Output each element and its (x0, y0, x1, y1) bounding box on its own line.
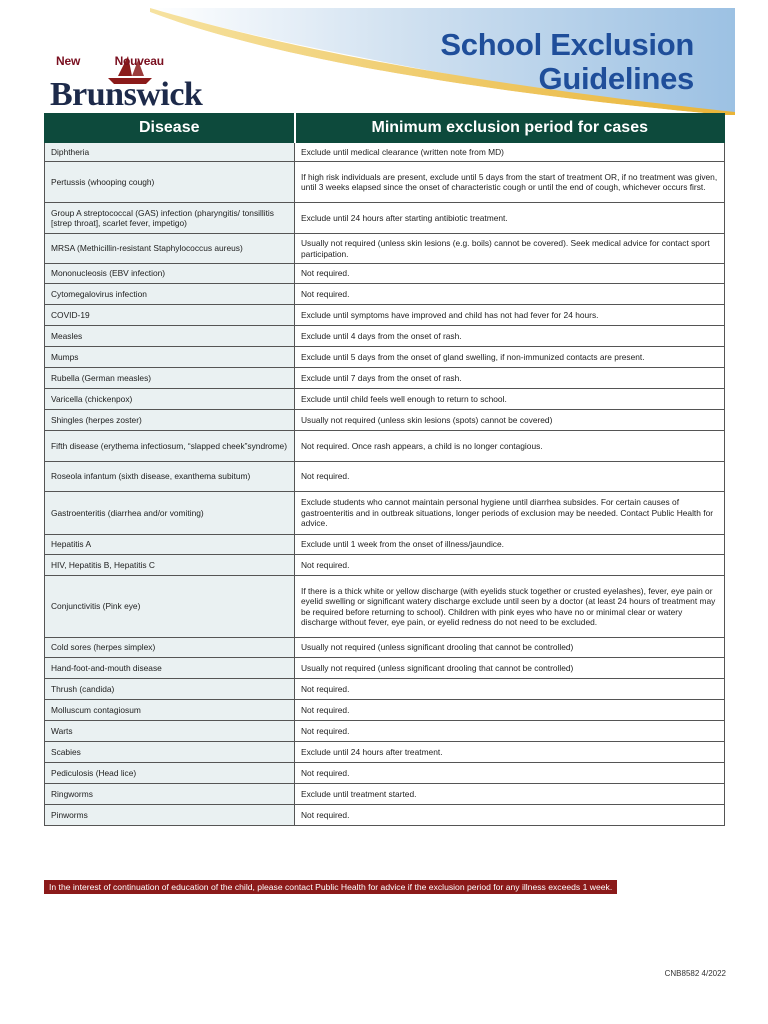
disease-cell: Hepatitis A (45, 535, 295, 555)
table-row (45, 805, 725, 826)
table-row (45, 389, 725, 410)
exclusion-period-cell: Usually not required (unless skin lesions (e.g. boils) cannot be covered). Seek medical advice for contact sport participation. (295, 234, 725, 264)
disease-cell: Conjunctivitis (Pink eye) (45, 576, 295, 638)
exclusion-period-cell: Exclude until 24 hours after treatment. (295, 742, 725, 763)
disease-cell: MRSA (Methicillin-resistant Staphylococcus aureus) (45, 234, 295, 264)
exclusion-period-cell: Not required. (295, 721, 725, 742)
exclusion-period-cell: Exclude until medical clearance (written note from MD) (295, 143, 725, 162)
disease-cell: Fifth disease (erythema infectiosum, “slapped cheek”syndrome) (45, 431, 295, 462)
logo-subtitle (56, 54, 164, 68)
exclusion-period-cell: Not required. (295, 462, 725, 492)
table-row (45, 462, 725, 492)
disease-cell: Mumps (45, 347, 295, 368)
disease-cell: Diphtheria (45, 143, 295, 162)
page-title (440, 28, 694, 96)
logo-wordmark: Brunswick (50, 76, 203, 113)
exclusion-period-cell: Not required. Once rash appears, a child is no longer contagious. (295, 431, 725, 462)
title-line-2: Guidelines (538, 61, 694, 96)
table-row (45, 410, 725, 431)
exclusion-period-cell: If there is a thick white or yellow discharge (with eyelids stuck together or crusted eyelashes), fever, eye pain or eyelid swelling or significant watery discharge exclude until seen by a doctor (at least 24 hours of treatment may be required before returning to school). Children with pink eyes who have no or minimal clear or watery discharge without fever, eye pain, or eyelid redness do not need to be excluded. (295, 576, 725, 638)
exclusion-period-cell: Exclude until treatment started. (295, 784, 725, 805)
disease-cell: Group A streptococcal (GAS) infection (pharyngitis/ tonsillitis [strep throat], scarlet fever, impetigo) (45, 203, 295, 234)
table-row (45, 576, 725, 638)
exclusion-period-cell: Exclude until child feels well enough to return to school. (295, 389, 725, 410)
column-header-disease: Disease (45, 114, 295, 143)
table-header-row (45, 114, 725, 143)
exclusion-period-cell: Not required. (295, 284, 725, 305)
table-row (45, 742, 725, 763)
disease-cell: Mononucleosis (EBV infection) (45, 264, 295, 284)
document-code: CNB8582 4/2022 (664, 969, 726, 978)
exclusion-period-cell: Not required. (295, 700, 725, 721)
disease-cell: Molluscum contagiosum (45, 700, 295, 721)
table-row (45, 638, 725, 658)
table-row (45, 763, 725, 784)
table-row (45, 203, 725, 234)
exclusion-period-cell: Usually not required (unless skin lesions (spots) cannot be covered) (295, 410, 725, 431)
table-row (45, 555, 725, 576)
table-row (45, 143, 725, 162)
exclusion-period-cell: Exclude until 24 hours after starting antibiotic treatment. (295, 203, 725, 234)
exclusion-period-cell: Not required. (295, 763, 725, 784)
exclusion-period-cell: Usually not required (unless significant drooling that cannot be controlled) (295, 658, 725, 679)
table-row (45, 284, 725, 305)
table-row (45, 784, 725, 805)
disease-cell: Rubella (German measles) (45, 368, 295, 389)
exclusion-period-cell: Exclude students who cannot maintain personal hygiene until diarrhea subsides. For certain causes of gastroenteritis and in outbreak situations, longer periods of exclusion may be needed. Contact Public Health for advice. (295, 492, 725, 535)
disease-cell: Varicella (chickenpox) (45, 389, 295, 410)
exclusion-table (44, 113, 725, 826)
logo-new-text: New (56, 54, 81, 68)
disease-cell: Warts (45, 721, 295, 742)
disease-cell: Ringworms (45, 784, 295, 805)
exclusion-period-cell: Not required. (295, 679, 725, 700)
disease-cell: COVID-19 (45, 305, 295, 326)
disease-cell: Roseola infantum (sixth disease, exanthema subitum) (45, 462, 295, 492)
table-row (45, 658, 725, 679)
table-row (45, 721, 725, 742)
exclusion-period-cell: Not required. (295, 805, 725, 826)
disease-cell: Pertussis (whooping cough) (45, 162, 295, 203)
disease-cell: Cytomegalovirus infection (45, 284, 295, 305)
table-row (45, 305, 725, 326)
disease-cell: Scabies (45, 742, 295, 763)
title-line-1: School Exclusion (440, 27, 694, 62)
disease-cell: Thrush (candida) (45, 679, 295, 700)
table-row (45, 700, 725, 721)
disease-cell: Hand-foot-and-mouth disease (45, 658, 295, 679)
exclusion-period-cell: Not required. (295, 264, 725, 284)
exclusion-period-cell: Exclude until 5 days from the onset of gland swelling, if non-immunized contacts are present. (295, 347, 725, 368)
disease-cell: Pinworms (45, 805, 295, 826)
public-health-notice: In the interest of continuation of education of the child, please contact Public Health for advice if the exclusion period for any illness exceeds 1 week. (44, 880, 617, 894)
table-row (45, 162, 725, 203)
table-row (45, 679, 725, 700)
disease-cell: Shingles (herpes zoster) (45, 410, 295, 431)
exclusion-period-cell: Exclude until 1 week from the onset of illness/jaundice. (295, 535, 725, 555)
disease-cell: HIV, Hepatitis B, Hepatitis C (45, 555, 295, 576)
table-row (45, 368, 725, 389)
exclusion-period-cell: Exclude until symptoms have improved and child has not had fever for 24 hours. (295, 305, 725, 326)
table-row (45, 492, 725, 535)
exclusion-period-cell: Not required. (295, 555, 725, 576)
exclusion-period-cell: Exclude until 7 days from the onset of rash. (295, 368, 725, 389)
disease-cell: Measles (45, 326, 295, 347)
exclusion-period-cell: If high risk individuals are present, exclude until 5 days from the start of treatment OR, if no treatment was given, until 3 weeks elapsed since the onset of characteristic cough or until the end of cough, whichever occurs first. (295, 162, 725, 203)
disease-cell: Gastroenteritis (diarrhea and/or vomiting) (45, 492, 295, 535)
table-row (45, 234, 725, 264)
disease-cell: Pediculosis (Head lice) (45, 763, 295, 784)
table-row (45, 535, 725, 555)
table-row (45, 326, 725, 347)
table-row (45, 431, 725, 462)
exclusion-period-cell: Usually not required (unless significant drooling that cannot be controlled) (295, 638, 725, 658)
table-row (45, 347, 725, 368)
column-header-period: Minimum exclusion period for cases (295, 114, 725, 143)
table-row (45, 264, 725, 284)
logo-nouveau-text: Nouveau (114, 54, 164, 68)
disease-cell: Cold sores (herpes simplex) (45, 638, 295, 658)
exclusion-period-cell: Exclude until 4 days from the onset of rash. (295, 326, 725, 347)
